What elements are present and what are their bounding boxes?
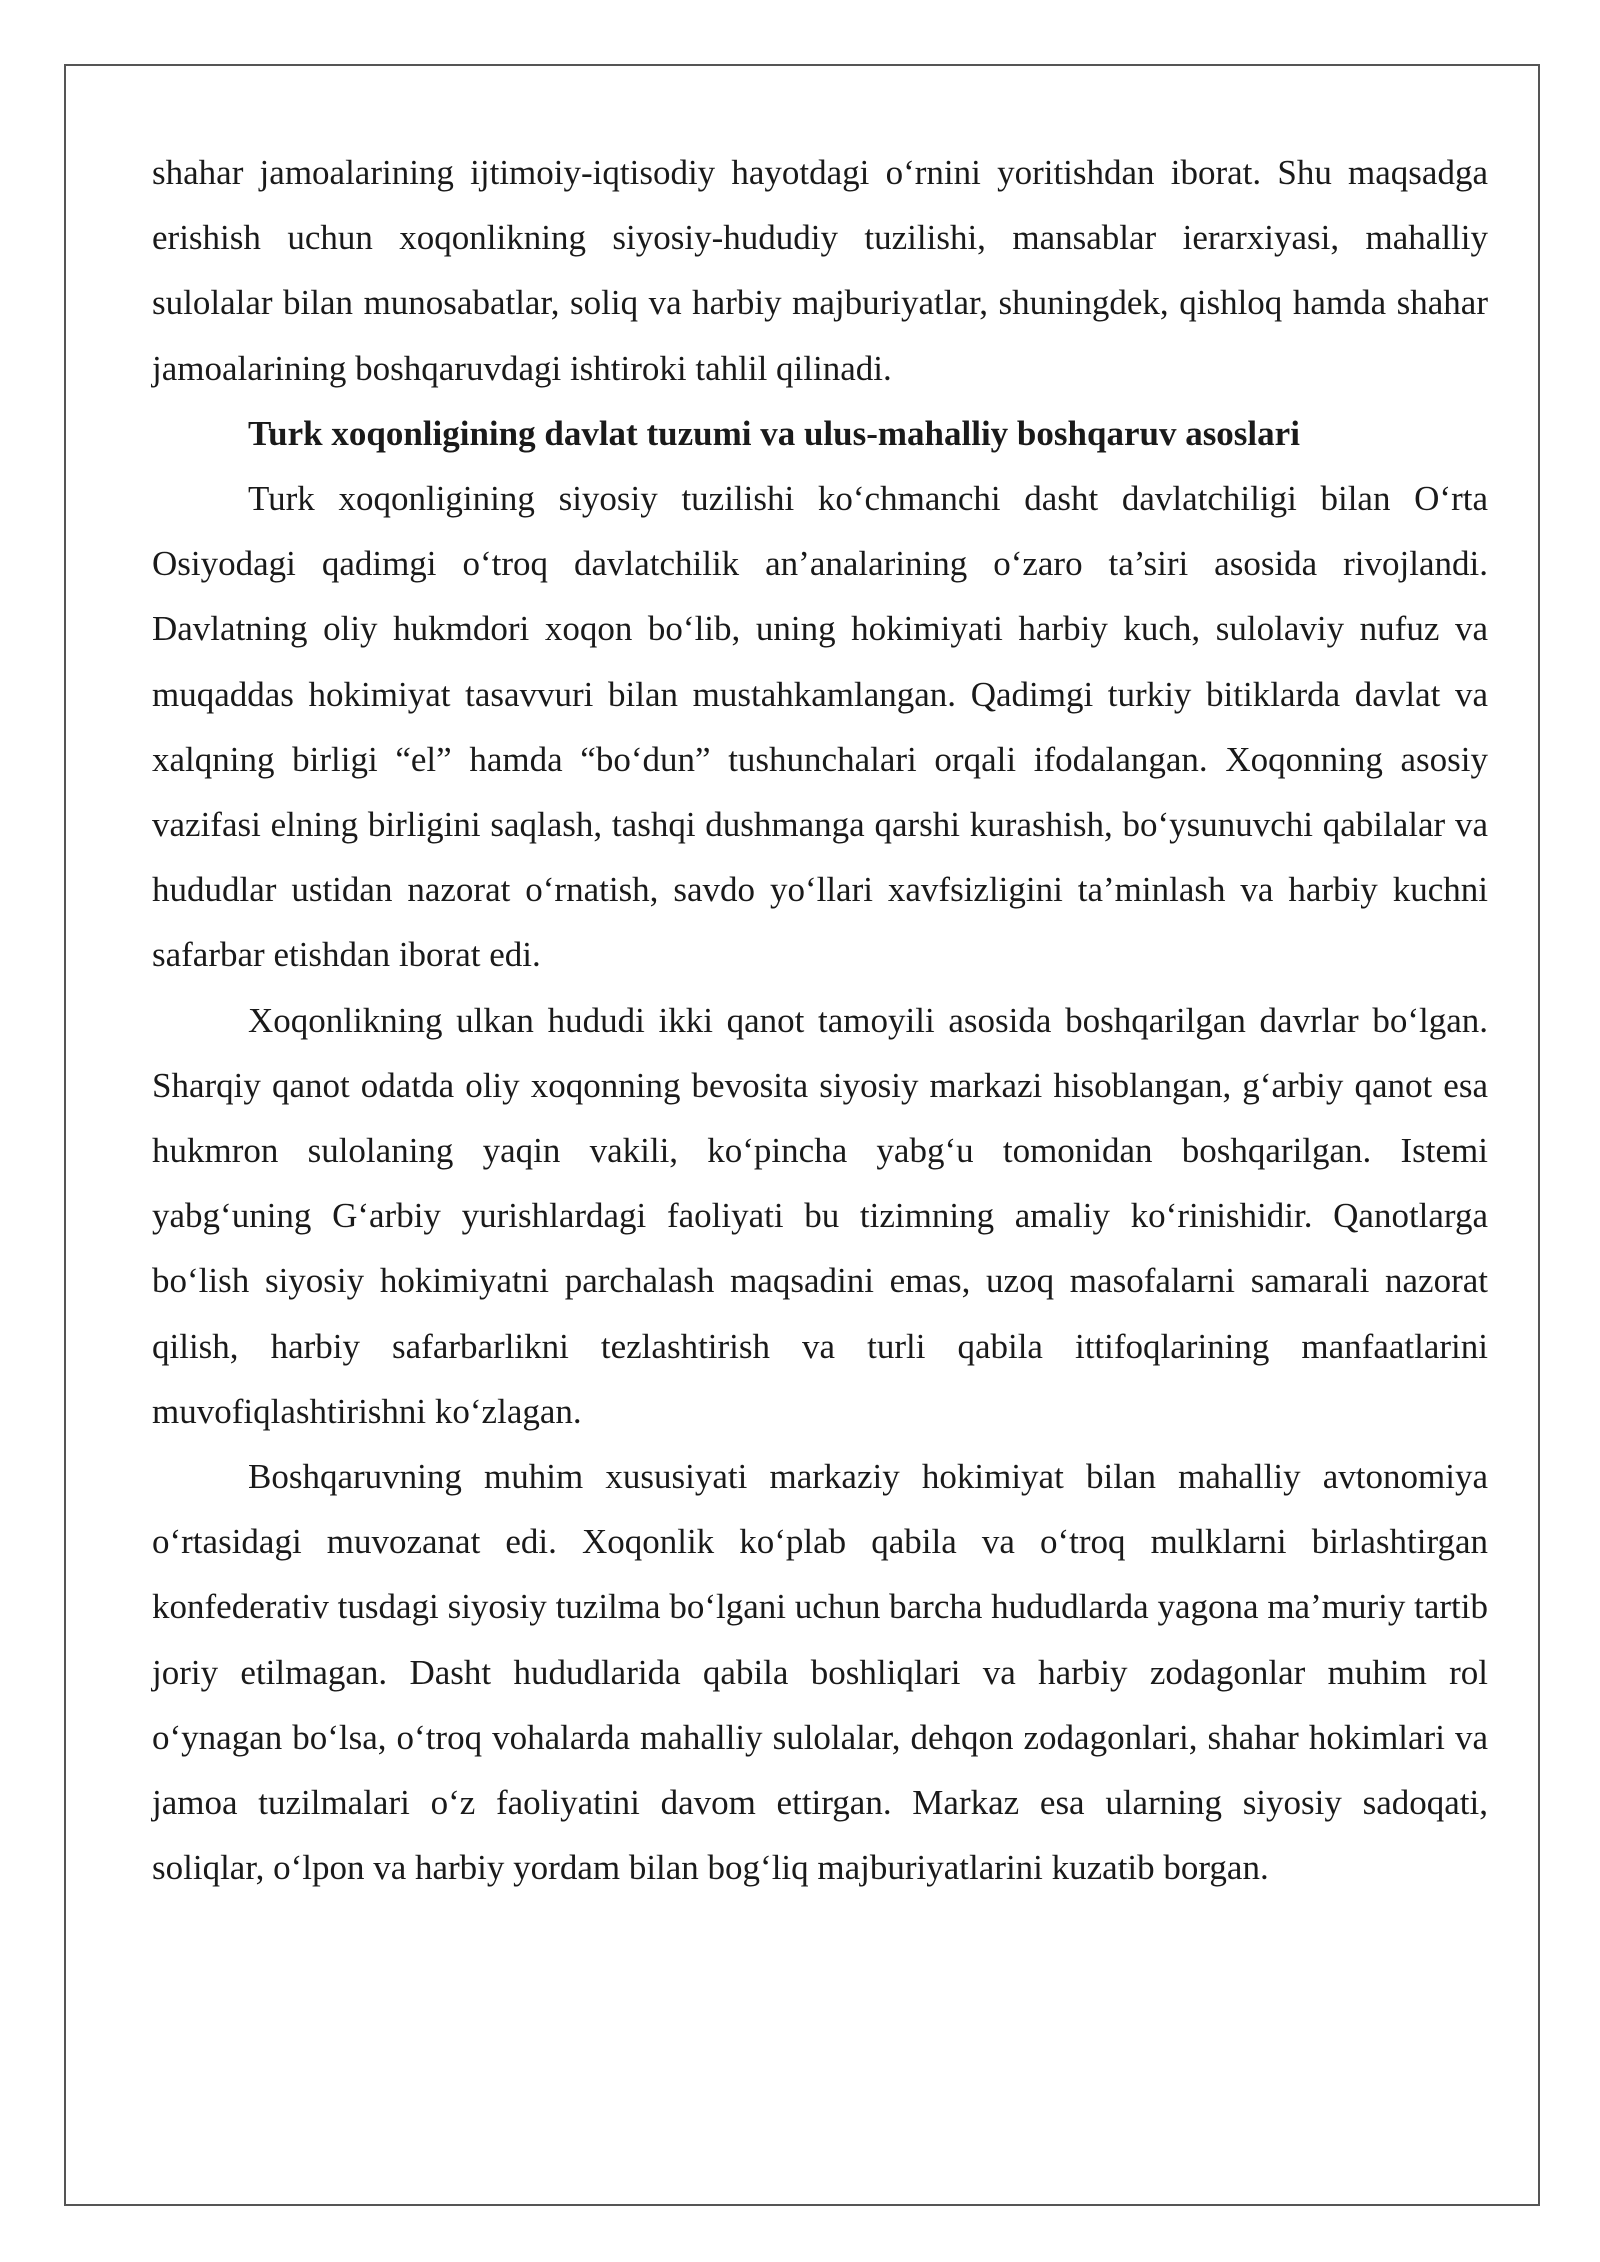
document-body bbox=[152, 140, 1488, 1900]
paragraph-intro-continuation: shahar jamoalarining ijtimoiy-iqtisodiy hayotdagi o‘rnini yoritishdan iborat. Shu maqsadga erishish uchun xoqonlikning siyosiy-hududiy tuzilishi, mansablar ierarxiyasi, mahalliy sulolalar bilan munosabatlar, soliq va harbiy majburiyatlar, shuningdek, qishloq hamda shahar jamoalarining boshqaruvdagi ishtiroki tahlil qilinadi. bbox=[152, 153, 1488, 388]
paragraph-two-wings: Xoqonlikning ulkan hududi ikki qanot tamoyili asosida boshqarilgan davrlar bo‘lgan. Sharqiy qanot odatda oliy xoqonning bevosita siyosiy markazi hisoblangan, g‘arbiy qanot esa hukmron sulolaning yaqin vakili, ko‘pincha yabg‘u tomonidan boshqarilgan. Istemi yabg‘uning G‘arbiy yurishlardagi faoliyati bu tizimning amaliy ko‘rinishidir. Qanotlarga bo‘lish siyosiy hokimiyatni parchalash maqsadini emas, uzoq masofalarni samarali nazorat qilish, harbiy safarbarlikni tezlashtirish va turli qabila ittifoqlarining manfaatlarini muvofiqlashtirishni ko‘zlagan. bbox=[152, 1000, 1488, 1431]
paragraph-political-structure: Turk xoqonligining siyosiy tuzilishi ko‘chmanchi dasht davlatchiligi bilan O‘rta Osiyodagi qadimgi o‘troq davlatchilik an’analarining o‘zaro ta’siri asosida rivojlandi. Davlatning oliy hukmdori xoqon bo‘lib, uning hokimiyati harbiy kuch, sulolaviy nufuz va muqaddas hokimiyat tasavvuri bilan mustahkamlangan. Qadimgi turkiy bitiklarda davlat va xalqning birligi “el” hamda “bo‘dun” tushunchalari orqali ifodalangan. Xoqonning asosiy vazifasi elning birligini saqlash, tashqi dushmanga qarshi kurashish, bo‘ysunuvchi qabilalar va hududlar ustidan nazorat o‘rnatish, savdo yo‘llari xavfsizligini ta’minlash va harbiy kuchni safarbar etishdan iborat edi. bbox=[152, 479, 1488, 975]
section-heading: Turk xoqonligining davlat tuzumi va ulus-mahalliy boshqaruv asoslari bbox=[248, 413, 1300, 453]
paragraph-central-local-balance: Boshqaruvning muhim xususiyati markaziy hokimiyat bilan mahalliy avtonomiya o‘rtasidagi muvozanat edi. Xoqonlik ko‘plab qabila va o‘troq mulklarni birlashtirgan konfederativ tusdagi siyosiy tuzilma bo‘lgani uchun barcha hududlarda yagona ma’muriy tartib joriy etilmagan. Dasht hududlarida qabila boshliqlari va harbiy zodagonlar muhim rol o‘ynagan bo‘lsa, o‘troq vohalarda mahalliy sulolalar, dehqon zodagonlari, shahar hokimlari va jamoa tuzilmalari o‘z faoliyatini davom ettirgan. Markaz esa ularning siyosiy sadoqati, soliqlar, o‘lpon va harbiy yordam bilan bog‘liq majburiyatlarini kuzatib borgan. bbox=[152, 1457, 1488, 1888]
